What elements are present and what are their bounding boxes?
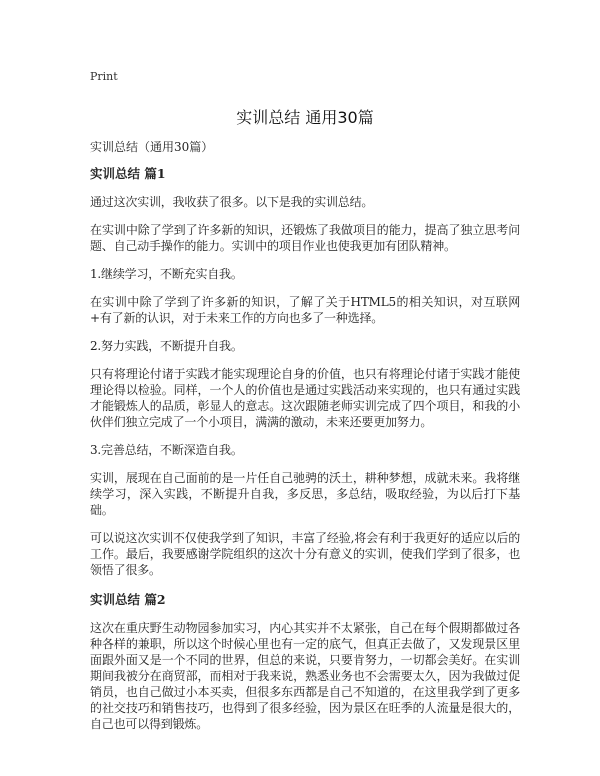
paragraph: 这次在重庆野生动物园参加实习，内心其实并不太紧张，自己在每个假期都做过各种各样的兼职，所以这个时候心里也有一定的底气，但真正去做了，又发现景区里面跟外面又是一个不同的世界，但总的来说，只要肯努力，一切都会美好。在实训期间我被分在商贸部，而相对于我来说，熟悉业务也不会需要太久，因为我做过促销员，也自己做过小本买卖，但很多东西都是自己不知道的，在这里我学到了更多的社交技巧和销售技巧，也得到了很多经验，因为景区在旺季的人流量是很大的，自己也可以得到锻炼。 bbox=[90, 621, 520, 731]
numbered-point: 3.完善总结，不断深造自我。 bbox=[90, 443, 243, 457]
paragraph: 通过这次实训，我收获了很多。以下是我的实训总结。 bbox=[90, 195, 374, 209]
print-label[interactable]: Print bbox=[90, 70, 118, 83]
section-2 bbox=[90, 590, 520, 732]
document-page bbox=[90, 70, 520, 744]
section-heading: 实训总结 篇2 bbox=[90, 592, 166, 607]
section-heading: 实训总结 篇1 bbox=[90, 166, 166, 181]
paragraph: 只有将理论付诸于实践才能实现理论自身的价值，也只有将理论付诸于实践才能使理论得以检验。同样，一个人的价值也是通过实践活动来实现的，也只有通过实践才能锻炼人的品质，彰显人的意志。这次跟随老师实训完成了四个项目，和我的小伙伴们独立完成了一个小项目，满满的激动，未来还要更加努力。 bbox=[90, 367, 520, 429]
paragraph: 在实训中除了学到了许多新的知识，了解了关于HTML5的相关知识，对互联网+有了新的认识，对于未来工作的方向也多了一种选择。 bbox=[90, 295, 520, 325]
paragraph: 在实训中除了学到了许多新的知识，还锻炼了我做项目的能力，提高了独立思考问题、自己动手操作的能力。实训中的项目作业也使我更加有团队精神。 bbox=[90, 223, 520, 253]
numbered-point: 2.努力实践，不断提升自我。 bbox=[90, 339, 243, 353]
section-1 bbox=[90, 164, 520, 578]
page-title: 实训总结 通用30篇 bbox=[236, 108, 374, 127]
numbered-point: 1.继续学习，不断充实自我。 bbox=[90, 267, 243, 281]
paragraph: 实训，展现在自己面前的是一片任自己驰骋的沃土，耕种梦想，成就未来。我将继续学习，深入实践，不断提升自我，多反思，多总结，吸取经验，为以后打下基础。 bbox=[90, 471, 520, 517]
paragraph: 可以说这次实训不仅使我学到了知识，丰富了经验,将会有利于我更好的适应以后的工作。最后，我要感谢学院组织的这次十分有意义的实训，使我们学到了很多，也领悟了很多。 bbox=[90, 531, 520, 577]
document-subtitle: 实训总结（通用30篇） bbox=[90, 140, 214, 154]
